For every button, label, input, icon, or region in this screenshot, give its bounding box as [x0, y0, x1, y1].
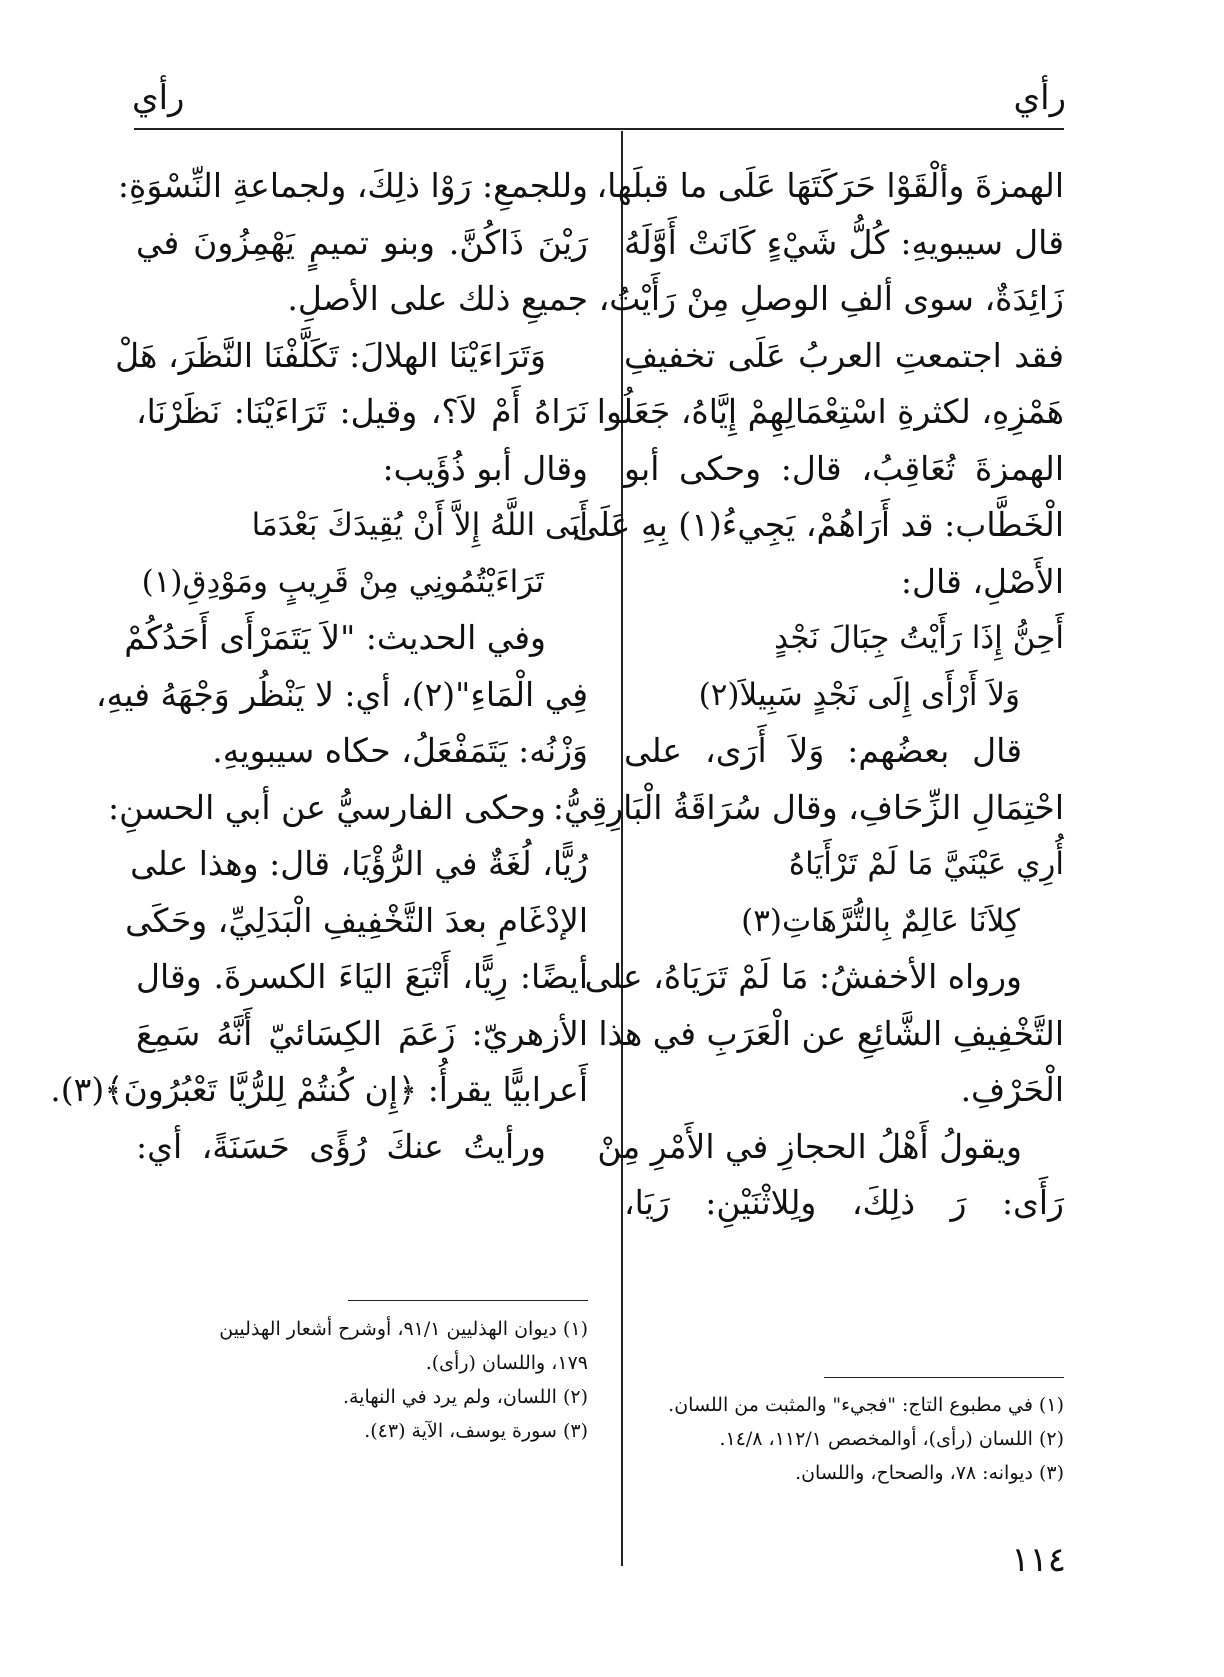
text-line: الأزهريّ: زَعَمَ الكِسَائيّ أَنَّهُ سَمِعَ: [136, 1013, 588, 1053]
text-line: ويقولُ أَهْلُ الحجازِ في الأَمْرِ مِنْ: [597, 1126, 1022, 1166]
text-line: رَيْنَ ذَاكُنَّ. وبنو تميمٍ يَهْمِزُونَ في: [136, 222, 588, 262]
text-line: نَرَاهُ أَمْ لاَ؟، وقيل: تَرَاءَيْنَا: نَظَرْنَا،: [136, 392, 588, 431]
text-line: احْتِمَالِ الزِّحَافِ، وقال سُرَاقَةُ الْبَارِقِيُّ:: [552, 787, 1064, 827]
text-line: وللجمعِ: رَوْا ذلِكَ، ولجماعةِ النِّسْوَةِ:: [117, 166, 588, 205]
text-line: رُيًّا، لُغَةٌ في الرُّؤْيَا، قال: وهذا على: [130, 844, 588, 883]
footnotes-right: [624, 1388, 1064, 1490]
header-headword-right: رأي: [1013, 78, 1066, 118]
text-line: أَعرابيًّا يقرأُ: ﴿إِن كُنتُمْ لِلرُّيَّا تَعْبُرُونَ﴾(٣).: [50, 1070, 588, 1109]
footnote: (١) ديوان الهذليين ٩١/١، أوشرح أشعار الهذليين: [219, 1318, 588, 1340]
footnote: (٢) اللسان (رأى)، أوالمخصص ١١٢/١، ١٤/٨.: [719, 1428, 1064, 1450]
text-line: قال بعضُهم: وَلاَ أَرَى، على: [624, 731, 1022, 770]
text-line: فِي الْمَاءِ"(٢)، أي: لا يَنْظُر وَجْهَهُ فيهِ،: [95, 674, 588, 714]
text-line: ورواه الأخفشُ: مَا لَمْ تَرَيَاهُ، على: [584, 957, 1022, 996]
text-line: وفي الحديث: "لاَ يَتَمَرْأَى أَحَدُكُمْ: [124, 618, 546, 657]
left-column: [50, 158, 588, 1175]
text-line: قال سيبويهِ: كُلُّ شَيْءٍ كَانَتْ أَوَّلَهُ: [624, 222, 1064, 262]
header-headword-left: رأي: [132, 78, 185, 118]
text-line: وحكى الفارسيُّ عن أبي الحسنِ:: [108, 787, 546, 827]
text-line: هَمْزِهِ، لكثرةِ اسْتِعْمَالِهِمْ إِيَّاهُ، جَعَلُوا: [596, 392, 1064, 431]
text-line: الأَصْلِ، قال:: [900, 561, 1064, 601]
text-line: وَتَرَاءَيْنَا الهلالَ: تَكَلَّفْنَا النَّظَرَ، هَلْ: [115, 335, 546, 375]
text-line: رَأَى: رَ ذلِكَ، ولِلاثْنَيْنِ: رَيَا،: [624, 1183, 1064, 1222]
right-column: [552, 158, 1064, 1232]
footnote: (٢) اللسان، ولم يرد في النهاية.: [342, 1386, 588, 1408]
footnote-rule-left: [348, 1300, 588, 1301]
footnote-rule-right: [824, 1377, 1064, 1378]
text-line: وَزْنُه: يَتَمَفْعَلُ، حكاه سيبويهِ.: [212, 731, 588, 770]
text-line: زَائِدَةٌ، سوى ألفِ الوصلِ مِنْ رَأَيْتُ،: [598, 279, 1064, 318]
text-line: الْخَطَّاب: قد أَرَاهُمْ، يَجِيءُ(١) بِهِ عَلَى: [572, 505, 1064, 544]
verse-line: أُرِي عَيْنَيَّ مَا لَمْ تَرْأَيَاهُ: [788, 846, 1064, 882]
text-line: الإدْغَامِ بعدَ التَّخْفِيفِ الْبَدَلِيِّ، وحَكَى: [125, 900, 588, 940]
verse-line: أَحِنُّ إِذَا رَأَيْتُ جِبَالَ نَجْدٍ: [774, 620, 1064, 656]
verse-line: وَلاَ أَرْأَى إِلَى نَجْدٍ سَبِيلاَ(٢): [698, 676, 1020, 713]
verse-line: كِلاَنَا عَالِمٌ بِالتُّرَّهَاتِ(٣): [741, 902, 1020, 939]
text-line: وقال أبو ذُؤَيب:: [382, 448, 588, 488]
text-line: الهمزةَ تُعَاقِبُ، قال: وحكى أبو: [624, 448, 1064, 488]
header-rule: [134, 128, 1064, 130]
text-line: جميعِ ذلك على الأصلِ.: [287, 279, 588, 318]
text-line: أيضًا: رِيًّا، أَتْبَعَ اليَاءَ الكسرةَ. وقال: [136, 957, 588, 996]
footnote: (٣) ديوانه: ٧٨، والصحاح، واللسان.: [795, 1462, 1064, 1484]
footnote: (١) في مطبوع التاج: "فجيء" والمثبت من اللسان.: [668, 1394, 1064, 1416]
footnotes-left: [136, 1312, 588, 1448]
text-line: الهمزةَ وألْقَوْا حَرَكَتَهَا عَلَى ما قبلَها،: [596, 166, 1064, 205]
verse-line: أَبَى اللَّهُ إِلاَّ أَنْ يُقِيدَكَ بَعْدَمَا: [251, 507, 588, 543]
text-line: الْحَرْفِ.: [960, 1070, 1064, 1109]
verse-line: تَرَاءَيْتُمُونِي مِنْ قَرِيبٍ ومَوْدِقِ(١): [141, 563, 544, 600]
page-number: ١١٤: [1011, 1540, 1066, 1580]
footnote: (٣) سورة يوسف، الآية (٤٣).: [364, 1420, 588, 1442]
text-line: ورأيتُ عنكَ رُؤًى حَسَنَةً، أي:: [136, 1126, 546, 1166]
column-divider: [621, 131, 623, 1566]
text-line: فقد اجتمعتِ العربُ عَلَى تخفيفِ: [624, 335, 1064, 375]
footnote: ١٧٩، واللسان (رأى).: [425, 1352, 588, 1374]
text-line: التَّخْفِيفِ الشَّائِعِ عن الْعَرَبِ في هذا: [598, 1013, 1064, 1053]
